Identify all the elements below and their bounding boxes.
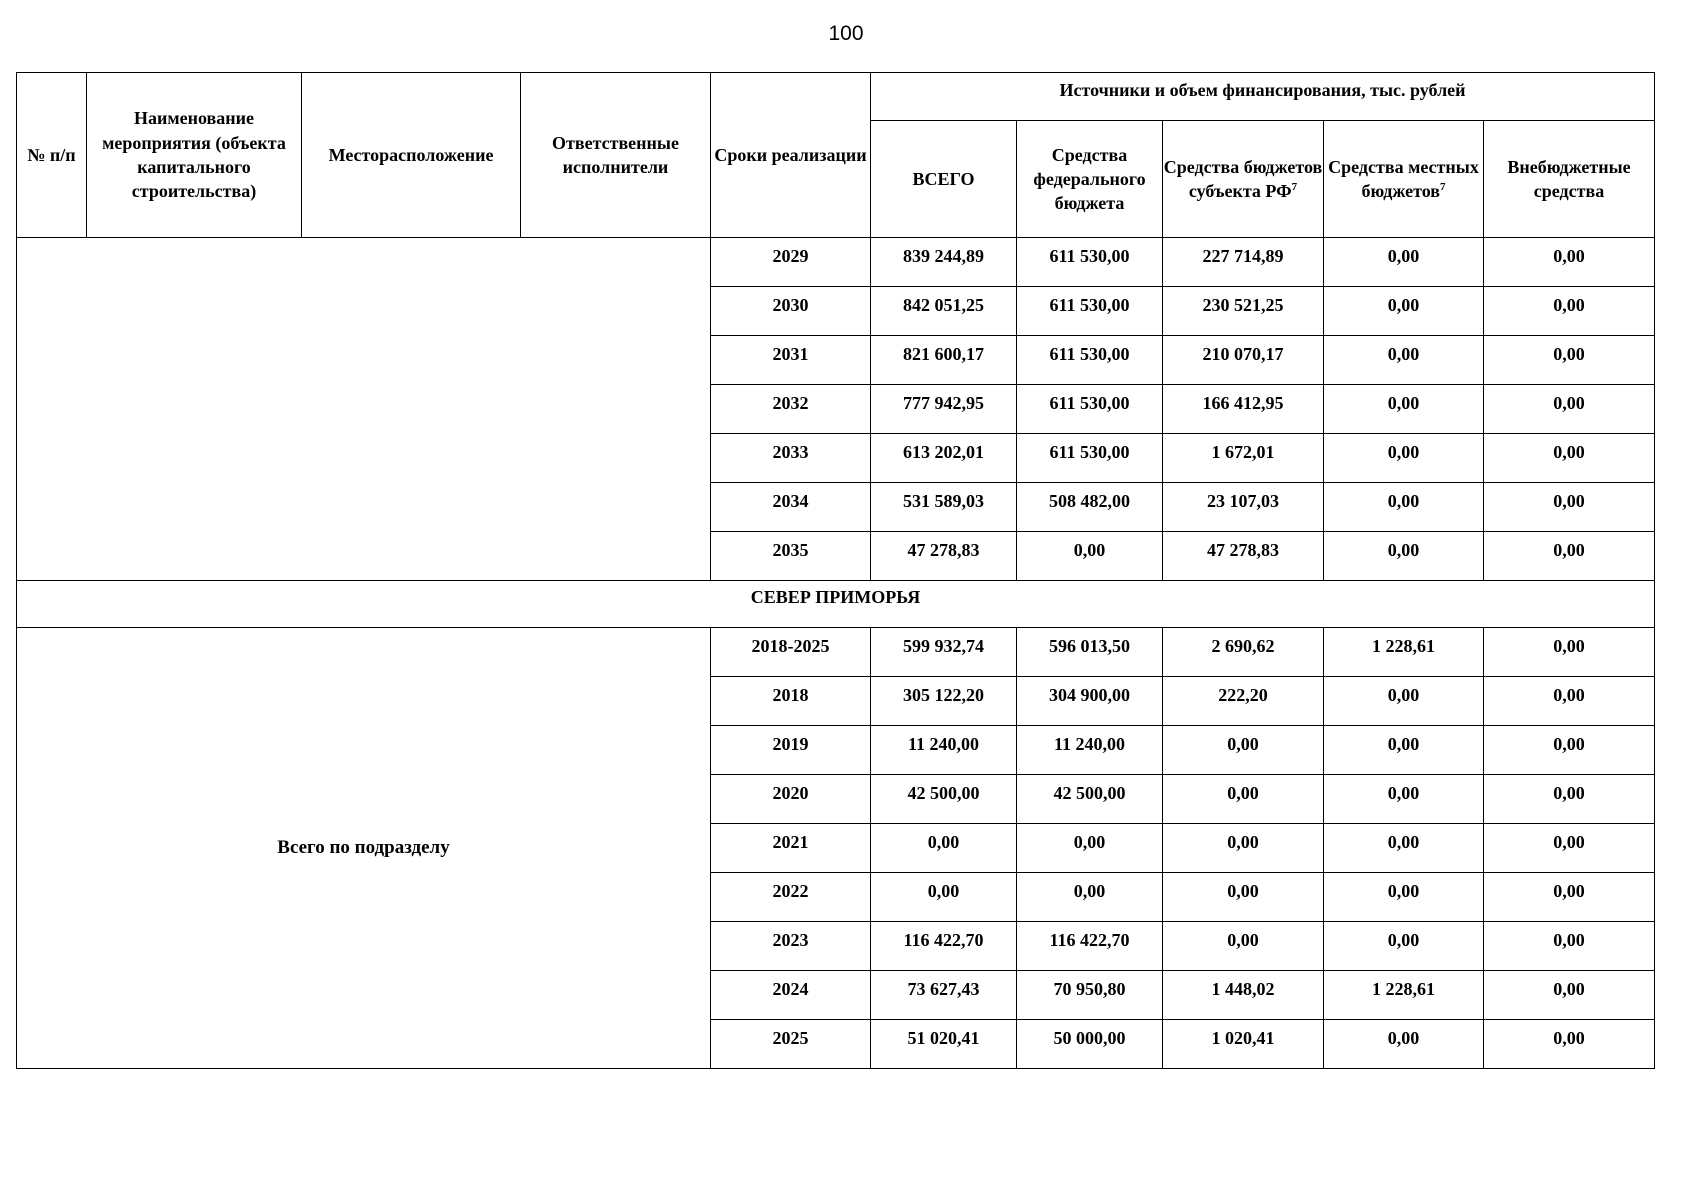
cell-regional: 0,00	[1163, 922, 1324, 971]
cell-federal: 0,00	[1017, 873, 1163, 922]
cell-regional: 2 690,62	[1163, 628, 1324, 677]
cell-regional: 166 412,95	[1163, 385, 1324, 434]
cell-federal: 42 500,00	[1017, 775, 1163, 824]
cell-total: 531 589,03	[871, 483, 1017, 532]
cell-extra: 0,00	[1484, 1020, 1655, 1069]
cell-local: 0,00	[1324, 434, 1484, 483]
cell-regional: 1 020,41	[1163, 1020, 1324, 1069]
header-location: Месторасположение	[302, 73, 521, 238]
cell-year: 2024	[711, 971, 871, 1020]
cell-year: 2035	[711, 532, 871, 581]
cell-federal: 596 013,50	[1017, 628, 1163, 677]
cell-total: 305 122,20	[871, 677, 1017, 726]
cell-extra: 0,00	[1484, 287, 1655, 336]
cell-total: 73 627,43	[871, 971, 1017, 1020]
header-responsible: Ответственные исполнители	[521, 73, 711, 238]
cell-regional: 23 107,03	[1163, 483, 1324, 532]
cell-total: 599 932,74	[871, 628, 1017, 677]
cell-year: 2034	[711, 483, 871, 532]
cell-extra: 0,00	[1484, 483, 1655, 532]
cell-local: 0,00	[1324, 385, 1484, 434]
cell-total: 0,00	[871, 824, 1017, 873]
cell-regional: 1 672,01	[1163, 434, 1324, 483]
cell-local: 1 228,61	[1324, 971, 1484, 1020]
cell-local: 0,00	[1324, 824, 1484, 873]
cell-local: 0,00	[1324, 336, 1484, 385]
cell-extra: 0,00	[1484, 628, 1655, 677]
cell-year: 2021	[711, 824, 871, 873]
cell-year: 2030	[711, 287, 871, 336]
cell-year: 2031	[711, 336, 871, 385]
cell-regional: 0,00	[1163, 873, 1324, 922]
cell-year: 2022	[711, 873, 871, 922]
cell-extra: 0,00	[1484, 726, 1655, 775]
table-row	[17, 238, 1655, 287]
header-regional-label: Средства бюджетов субъекта РФ	[1163, 156, 1323, 201]
header-local-label: Средства местных бюджетов	[1328, 156, 1479, 201]
cell-local: 0,00	[1324, 726, 1484, 775]
cell-total: 42 500,00	[871, 775, 1017, 824]
header-total: ВСЕГО	[871, 121, 1017, 238]
page-number: 100	[828, 22, 864, 45]
cell-regional: 1 448,02	[1163, 971, 1324, 1020]
cell-local: 0,00	[1324, 1020, 1484, 1069]
cell-local: 0,00	[1324, 238, 1484, 287]
cell-regional: 230 521,25	[1163, 287, 1324, 336]
cell-local: 1 228,61	[1324, 628, 1484, 677]
cell-local: 0,00	[1324, 483, 1484, 532]
cell-federal: 0,00	[1017, 824, 1163, 873]
cell-total: 613 202,01	[871, 434, 1017, 483]
cell-federal: 611 530,00	[1017, 336, 1163, 385]
cell-extra: 0,00	[1484, 873, 1655, 922]
cell-year: 2033	[711, 434, 871, 483]
cell-total: 47 278,83	[871, 532, 1017, 581]
cell-extra: 0,00	[1484, 336, 1655, 385]
cell-regional: 0,00	[1163, 775, 1324, 824]
header-name: Наименование мероприятия (объекта капитального строительства)	[87, 73, 302, 238]
cell-extra: 0,00	[1484, 971, 1655, 1020]
cell-regional: 47 278,83	[1163, 532, 1324, 581]
table-row	[17, 628, 1655, 677]
header-period: Сроки реализации	[711, 73, 871, 238]
cell-year: 2032	[711, 385, 871, 434]
header-local-footnote: 7	[1440, 181, 1446, 193]
cell-extra: 0,00	[1484, 532, 1655, 581]
financing-table	[16, 72, 1655, 1069]
cell-federal: 508 482,00	[1017, 483, 1163, 532]
cell-year: 2029	[711, 238, 871, 287]
cell-extra: 0,00	[1484, 775, 1655, 824]
cell-federal: 611 530,00	[1017, 238, 1163, 287]
cell-extra: 0,00	[1484, 238, 1655, 287]
cell-federal: 611 530,00	[1017, 434, 1163, 483]
cell-federal: 116 422,70	[1017, 922, 1163, 971]
cell-total: 116 422,70	[871, 922, 1017, 971]
merged-blank-cell	[17, 238, 711, 581]
cell-total: 0,00	[871, 873, 1017, 922]
cell-total: 821 600,17	[871, 336, 1017, 385]
cell-extra: 0,00	[1484, 824, 1655, 873]
cell-regional: 222,20	[1163, 677, 1324, 726]
subsection-total-label: Всего по подразделу	[17, 628, 711, 1069]
cell-year: 2018	[711, 677, 871, 726]
cell-federal: 611 530,00	[1017, 385, 1163, 434]
cell-total: 839 244,89	[871, 238, 1017, 287]
header-federal: Средства федерального бюджета	[1017, 121, 1163, 238]
cell-federal: 11 240,00	[1017, 726, 1163, 775]
cell-local: 0,00	[1324, 922, 1484, 971]
cell-federal: 70 950,80	[1017, 971, 1163, 1020]
cell-extra: 0,00	[1484, 434, 1655, 483]
table-body	[17, 73, 1655, 1069]
cell-extra: 0,00	[1484, 385, 1655, 434]
cell-local: 0,00	[1324, 287, 1484, 336]
header-regional	[1163, 121, 1324, 238]
header-num: № п/п	[17, 73, 87, 238]
cell-regional: 0,00	[1163, 824, 1324, 873]
header-row-1	[17, 73, 1655, 121]
cell-year: 2018-2025	[711, 628, 871, 677]
cell-extra: 0,00	[1484, 922, 1655, 971]
cell-local: 0,00	[1324, 775, 1484, 824]
cell-total: 777 942,95	[871, 385, 1017, 434]
cell-year: 2023	[711, 922, 871, 971]
cell-federal: 0,00	[1017, 532, 1163, 581]
header-local	[1324, 121, 1484, 238]
cell-federal: 611 530,00	[1017, 287, 1163, 336]
header-sources: Источники и объем финансирования, тыс. рублей	[871, 73, 1655, 121]
cell-federal: 304 900,00	[1017, 677, 1163, 726]
cell-total: 842 051,25	[871, 287, 1017, 336]
cell-local: 0,00	[1324, 873, 1484, 922]
cell-regional: 210 070,17	[1163, 336, 1324, 385]
section-title: СЕВЕР ПРИМОРЬЯ	[17, 581, 1655, 628]
section-row	[17, 581, 1655, 628]
cell-total: 51 020,41	[871, 1020, 1017, 1069]
header-regional-footnote: 7	[1291, 181, 1298, 193]
cell-year: 2025	[711, 1020, 871, 1069]
cell-year: 2019	[711, 726, 871, 775]
cell-year: 2020	[711, 775, 871, 824]
cell-extra: 0,00	[1484, 677, 1655, 726]
cell-regional: 227 714,89	[1163, 238, 1324, 287]
cell-regional: 0,00	[1163, 726, 1324, 775]
cell-federal: 50 000,00	[1017, 1020, 1163, 1069]
header-extra: Внебюджетные средства	[1484, 121, 1655, 238]
cell-local: 0,00	[1324, 677, 1484, 726]
cell-total: 11 240,00	[871, 726, 1017, 775]
cell-local: 0,00	[1324, 532, 1484, 581]
